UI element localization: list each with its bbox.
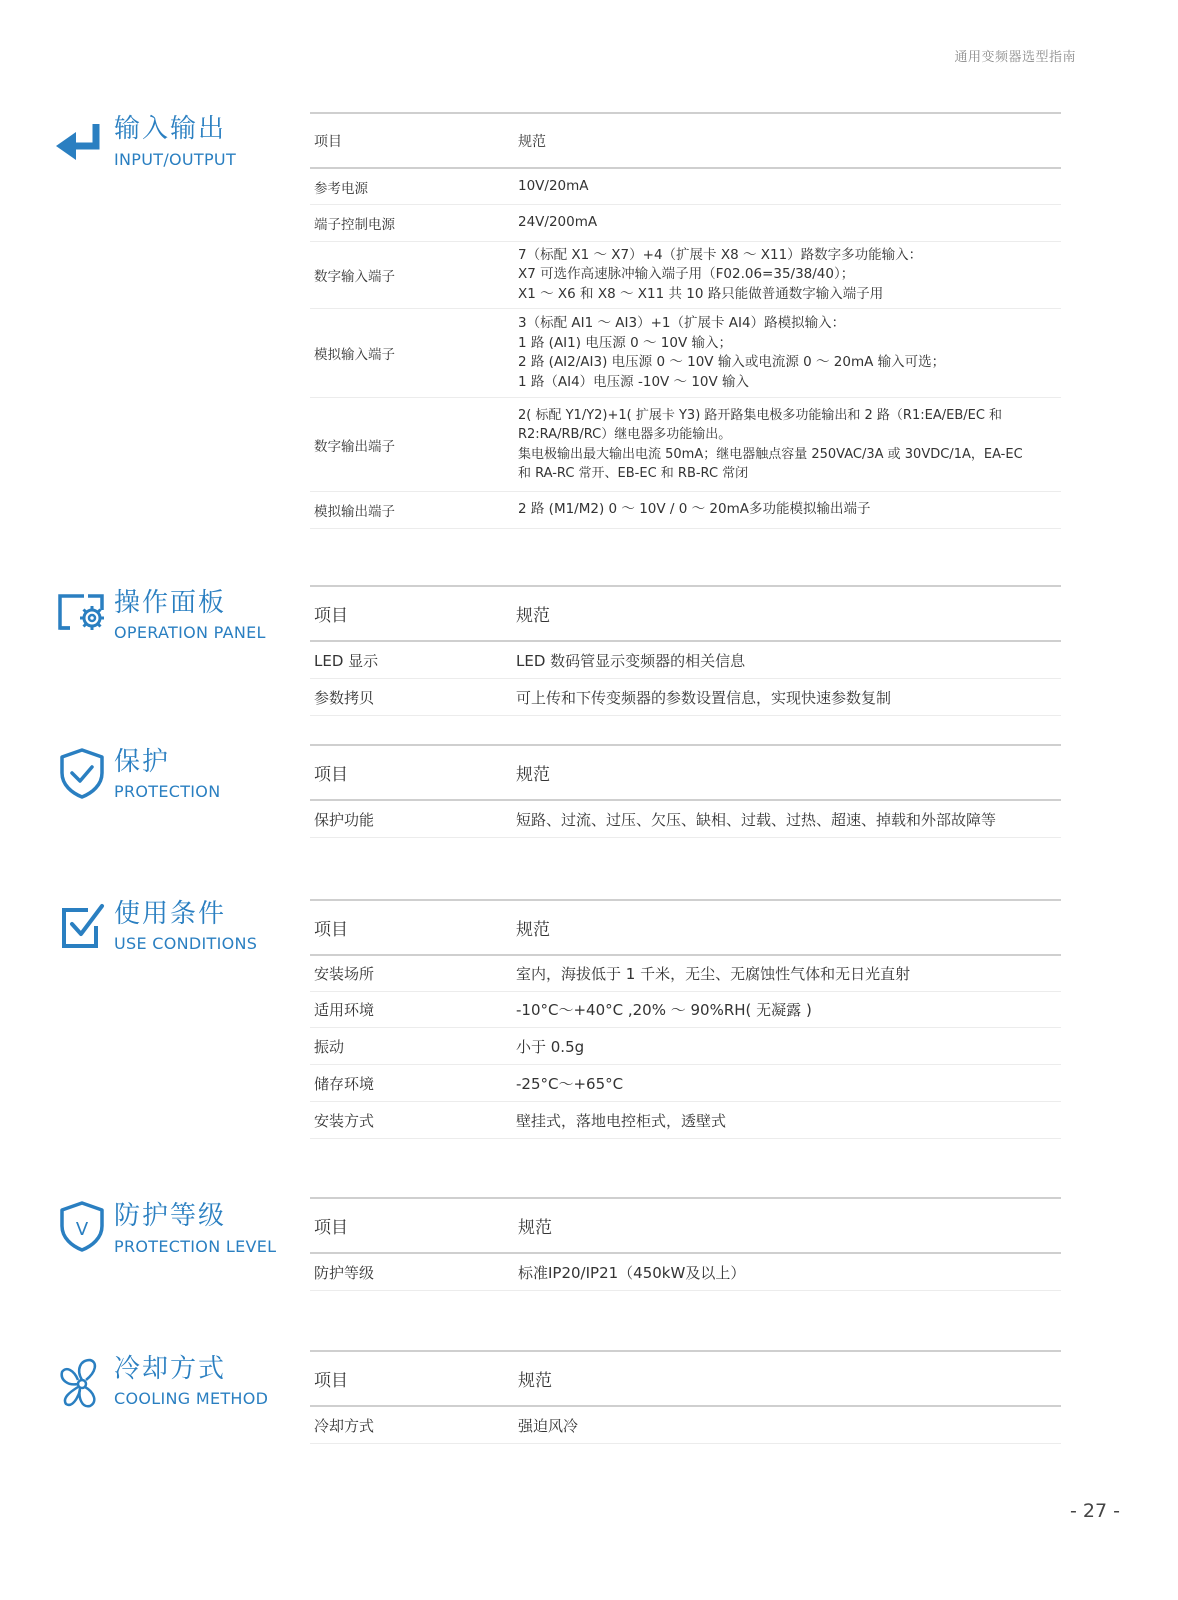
col-header-spec: 规范 — [518, 1371, 552, 1391]
row-spec: 24V/200mA — [518, 214, 598, 231]
enter-arrow-icon — [54, 112, 110, 168]
section-subtitle: INPUT/OUTPUT — [114, 150, 237, 169]
row-item: 端子控制电源 — [314, 217, 395, 233]
col-header-item: 项目 — [314, 133, 342, 150]
document-header-title: 通用变频器选型指南 — [954, 50, 1076, 65]
table-row — [310, 242, 1061, 309]
row-spec: -10°C～+40°C ,20% ～ 90%RH( 无凝露 ) — [516, 1001, 812, 1019]
section-title: 输入输出 — [114, 114, 227, 144]
section-title: 使用条件 — [114, 899, 227, 929]
table-row — [310, 679, 1061, 716]
shield-v-icon — [54, 1198, 110, 1254]
row-item: 安装方式 — [314, 1111, 375, 1130]
row-item: 数字输入端子 — [314, 269, 395, 285]
svg-text:V: V — [75, 1219, 89, 1240]
table-header — [310, 1199, 1061, 1254]
row-item: 参数拷贝 — [314, 688, 375, 707]
row-spec: 壁挂式，落地电控柜式，透壁式 — [516, 1111, 727, 1130]
row-item: 模拟输入端子 — [314, 347, 395, 363]
protection-spec-table — [310, 744, 1061, 838]
section-title: 防护等级 — [114, 1201, 227, 1231]
col-header-item: 项目 — [314, 920, 348, 940]
col-header-spec: 规范 — [518, 1218, 552, 1238]
row-item: 防护等级 — [314, 1263, 375, 1282]
row-item: 模拟输出端子 — [314, 504, 395, 520]
monitor-gear-icon — [54, 588, 110, 644]
table-row — [310, 309, 1061, 398]
row-item: 振动 — [314, 1037, 345, 1056]
section-subtitle: PROTECTION — [114, 782, 221, 801]
io-spec-table — [310, 112, 1061, 529]
fan-icon — [54, 1354, 110, 1410]
row-spec: LED 数码管显示变频器的相关信息 — [516, 651, 746, 670]
row-spec: 可上传和下传变频器的参数设置信息，实现快速参数复制 — [516, 688, 892, 707]
table-row — [310, 492, 1061, 529]
table-header — [310, 901, 1061, 956]
conditions-spec-table — [310, 899, 1061, 1139]
row-item: 数字输出端子 — [314, 438, 395, 455]
col-header-item: 项目 — [314, 1371, 348, 1391]
row-spec: -25°C～+65°C — [516, 1074, 624, 1093]
shield-check-icon — [54, 745, 110, 801]
table-row — [310, 992, 1061, 1028]
section-subtitle: USE CONDITIONS — [114, 934, 258, 953]
row-spec: 7（标配 X1 ～ X7）+4（扩展卡 X8 ～ X11）路数字多功能输入： X7 可选作高速脉冲输入端子用（F02.06=35/38/40）； X1 ～ X6 和 X8 ～ X11 共 10 路只能做普通数字输入端子用 — [518, 246, 923, 302]
row-item: LED 显示 — [314, 651, 379, 670]
section-title: 操作面板 — [114, 588, 227, 618]
section-subtitle: COOLING METHOD — [114, 1389, 269, 1408]
row-spec: 2( 标配 Y1/Y2)+1( 扩展卡 Y3) 路开路集电极多功能输出和 2 路（R1:EA/EB/EC 和 R2:RA/RB/RC）继电器多功能输出。 集电极输出最大输出电流 50mA；继电器触点容量 250VAC/3A 或 30VDC/1A，EA-EC 和 RA-RC 常开、EB-EC 和 RB-RC 常闭 — [518, 407, 1023, 481]
section-title: 冷却方式 — [114, 1354, 227, 1384]
col-header-spec: 规范 — [516, 606, 550, 626]
col-header-item: 项目 — [314, 606, 348, 626]
row-item: 储存环境 — [314, 1074, 375, 1093]
section-subtitle: PROTECTION LEVEL — [114, 1237, 277, 1256]
col-header-item: 项目 — [314, 1218, 348, 1238]
section-subtitle: OPERATION PANEL — [114, 623, 266, 642]
table-row — [310, 1102, 1061, 1139]
table-row — [310, 1065, 1061, 1102]
table-header — [310, 746, 1061, 801]
table-row — [310, 169, 1061, 205]
row-spec: 小于 0.5g — [516, 1037, 585, 1056]
row-item: 适用环境 — [314, 1001, 375, 1019]
table-header — [310, 114, 1061, 169]
row-spec: 强迫风冷 — [518, 1416, 579, 1435]
section-title: 保护 — [114, 747, 171, 777]
row-spec: 2 路 (M1/M2) 0 ～ 10V / 0 ～ 20mA多功能模拟输出端子 — [518, 501, 871, 518]
table-row — [310, 205, 1061, 242]
row-item: 参考电源 — [314, 180, 368, 197]
table-header — [310, 587, 1061, 642]
row-item: 冷却方式 — [314, 1416, 375, 1435]
row-spec: 3（标配 AI1 ～ AI3）+1（扩展卡 AI4）路模拟输入： 1 路 (AI1) 电压源 0 ～ 10V 输入； 2 路 (AI2/AI3) 电压源 0 ～ 10V 输入或电流源 0 ～ 20mA 输入可选； 1 路（AI4）电压源 -10V ～ 10V 输入 — [518, 315, 946, 390]
level-spec-table — [310, 1197, 1061, 1291]
table-row — [310, 398, 1061, 492]
col-header-spec: 规范 — [518, 133, 546, 150]
row-spec: 标准IP20/IP21（450kW及以上） — [518, 1263, 746, 1282]
panel-spec-table — [310, 585, 1061, 716]
page-number: - 27 - — [1070, 1500, 1120, 1522]
table-row — [310, 801, 1061, 838]
row-spec: 短路、过流、过压、欠压、缺相、过载、过热、超速、掉载和外部故障等 — [516, 810, 997, 829]
table-row — [310, 1254, 1061, 1291]
table-row — [310, 1028, 1061, 1065]
col-header-item: 项目 — [314, 765, 348, 785]
row-item: 保护功能 — [314, 810, 375, 829]
col-header-spec: 规范 — [516, 920, 550, 940]
checkbox-icon — [54, 900, 110, 956]
table-row — [310, 956, 1061, 992]
row-spec: 室内，海拔低于 1 千米，无尘、无腐蚀性气体和无日光直射 — [516, 965, 911, 983]
cooling-spec-table — [310, 1350, 1061, 1444]
table-header — [310, 1352, 1061, 1407]
table-row — [310, 642, 1061, 679]
table-row — [310, 1407, 1061, 1444]
row-item: 安装场所 — [314, 965, 375, 983]
col-header-spec: 规范 — [516, 765, 550, 785]
row-spec: 10V/20mA — [518, 177, 589, 194]
